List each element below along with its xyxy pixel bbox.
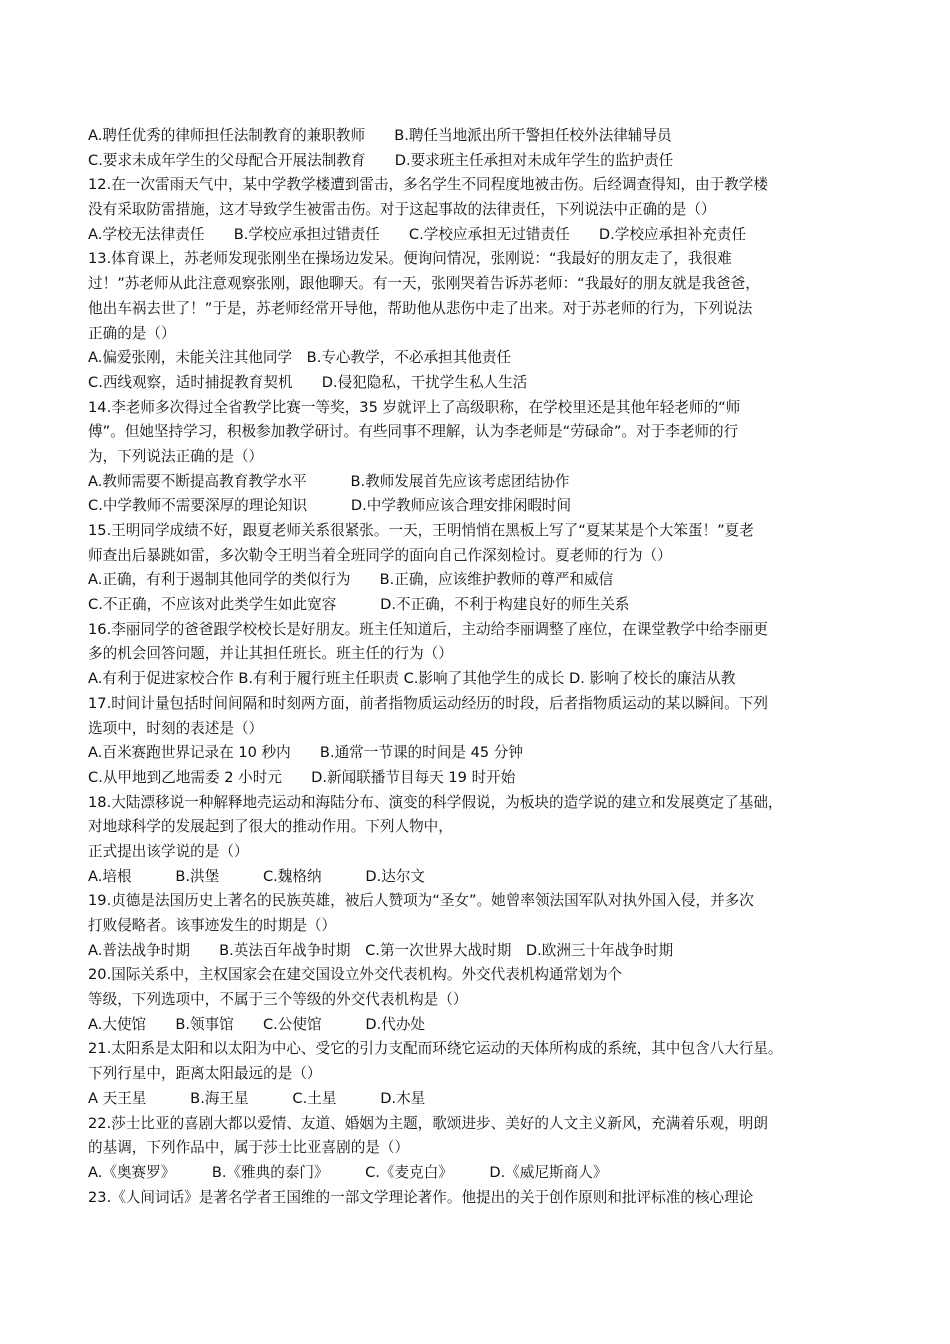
- question-21-options: A 天王星 B.海王星 C.土星 D.木星: [88, 1089, 426, 1107]
- option-line: A.聘任优秀的律师担任法制教育的兼职教师 B.聘任当地派出所干警担任校外法律辅导员: [88, 127, 672, 144]
- question-14-options: C.中学教师不需要深厚的理论知识 D.中学教师应该合理安排闲暇时间: [88, 497, 572, 515]
- question-18-text: 正式提出该学说的是（）: [88, 842, 249, 860]
- question-20-options: A.大使馆 B.领事馆 C.公使馆 D.代办处: [88, 1015, 426, 1033]
- question-23-text: 23.《人间词话》是著名学者王国维的一部文学理论著作。他提出的关于创作原则和批评标准的核心理论: [88, 1188, 754, 1206]
- question-13-options: C.西线观察，适时捕捉教育契机 D.侵犯隐私，干扰学生私人生活: [88, 373, 528, 391]
- question-17-options: A.百米赛跑世界记录在 10 秒内 B.通常一节课的时间是 45 分钟: [88, 744, 523, 762]
- question-21-text: 21.太阳系是太阳和以太阳为中心、受它的引力支配而环绕它运动的天体所构成的系统，其中包含八大行星。: [88, 1040, 783, 1058]
- question-12-text: 没有采取防雷措施，这才导致学生被雷击伤。对于这起事故的法律责任，下列说法中正确的是（）: [88, 201, 716, 219]
- question-16-text: 16.李丽同学的爸爸跟学校校长是好朋友。班主任知道后，主动给李丽调整了座位，在课堂教学中给李丽更: [88, 620, 768, 638]
- question-17-text: 选项中，时刻的表述是（）: [88, 719, 264, 737]
- question-18-text: 18.大陆漂移说一种解释地壳运动和海陆分布、演变的科学假说，为板块的造学说的建立和发展奠定了基础，: [88, 793, 783, 811]
- question-16-options: A.有利于促进家校合作 B.有利于履行班主任职责 C.影响了其他学生的成长 D. 影响了校长的廉洁从教: [88, 670, 736, 688]
- question-15-text: 师查出后暴跳如雷，多次勒令王明当着全班同学的面向自己作深刻检讨。夏老师的行为（）: [88, 546, 672, 564]
- question-22-options: A.《奥赛罗》 B.《雅典的泰门》 C.《麦克白》 D.《威尼斯商人》: [88, 1163, 608, 1181]
- question-13-text: 过！”苏老师从此注意观察张刚，跟他聊天。有一天，张刚哭着告诉苏老师：“我最好的朋友就是我爸爸，: [88, 275, 760, 293]
- question-15-text: 15.王明同学成绩不好，跟夏老师关系很紧张。一天，王明悄悄在黑板上写了“夏某某是个大笨蛋！”夏老: [88, 522, 754, 539]
- question-22-text: 22.莎士比亚的喜剧大都以爱情、友道、婚姻为主题，歌颂进步、美好的人文主义新风，充满着乐观，明朗: [88, 1114, 768, 1132]
- question-17-text: 17.时间计量包括时间间隔和时刻两方面，前者指物质运动经历的时段，后者指物质运动的某以瞬间。下列: [88, 694, 768, 712]
- question-16-text: 多的机会回答问题，并让其担任班长。班主任的行为（）: [88, 645, 453, 663]
- question-18-options: A.培根 B.洪堡 C.魏格纳 D.达尔文: [88, 867, 426, 885]
- question-22-text: 的基调，下列作品中，属于莎士比亚喜剧的是（）: [88, 1139, 410, 1157]
- question-14-text: 14.李老师多次得过全省教学比赛一等奖，35 岁就评上了高级职称，在学校里还是其他年轻老师的“师: [88, 398, 741, 416]
- option-line: C.要求未成年学生的父母配合开展法制教育 D.要求班主任承担对未成年学生的监护责任: [88, 151, 674, 169]
- question-20-text: 等级，下列选项中，不属于三个等级的外交代表机构是（）: [88, 991, 468, 1009]
- exam-page: [88, 124, 878, 1210]
- question-14-options: A.教师需要不断提高教育教学水平 B.教师发展首先应该考虑团结协作: [88, 472, 570, 490]
- question-17-options: C.从甲地到乙地需委 2 小时元 D.新闻联播节目每天 19 时开始: [88, 768, 516, 786]
- question-14-text: 为，下列说法正确的是（）: [88, 447, 264, 465]
- question-13-text: 13.体育课上，苏老师发现张刚坐在操场边发呆。便询问情况，张刚说：“我最好的朋友走了，我很难: [88, 250, 732, 268]
- question-18-text: 对地球科学的发展起到了很大的推动作用。下列人物中，: [88, 818, 453, 836]
- question-19-text: 19.贞德是法国历史上著名的民族英雄，被后人赞项为“圣女”。她曾率领法国军队对执外国入侵，并多次: [88, 892, 754, 910]
- question-20-text: 20.国际关系中，主权国家会在建交国设立外交代表机构。外交代表机构通常划为个: [88, 966, 622, 984]
- question-13-text: 他出车祸去世了！”于是，苏老师经常开导他，帮助他从悲伤中走了出来。对于苏老师的行为，下列说法: [88, 299, 753, 317]
- question-13-options: A.偏爱张刚，未能关注其他同学 B.专心教学，不必承担其他责任: [88, 349, 512, 367]
- question-21-text: 下列行星中，距离太阳最远的是（）: [88, 1065, 322, 1083]
- question-19-options: A.普法战争时期 B.英法百年战争时期 C.第一次世界大战时期 D.欧洲三十年战争时期: [88, 941, 674, 959]
- question-19-text: 打败侵略者。该事迹发生的时期是（）: [88, 917, 337, 934]
- question-12-options: A.学校无法律责任 B.学校应承担过错责任 C.学校应承担无过错责任 D.学校应承担补充责任: [88, 225, 747, 243]
- question-12-text: 12.在一次雷雨天气中，某中学教学楼遭到雷击，多名学生不同程度地被击伤。后经调查得知，由于教学楼: [88, 176, 768, 194]
- question-13-text: 正确的是（）: [88, 324, 176, 342]
- question-15-options: A.正确，有利于遏制其他同学的类似行为 B.正确，应该维护教师的尊严和威信: [88, 571, 614, 589]
- question-15-options: C.不正确，不应该对此类学生如此宽容 D.不正确，不利于构建良好的师生关系: [88, 596, 630, 614]
- question-14-text: 傅”。但她坚持学习，积极参加教学研讨。有些同事不理解，认为李老师是“劳碌命”。对于李老师的行: [88, 423, 739, 441]
